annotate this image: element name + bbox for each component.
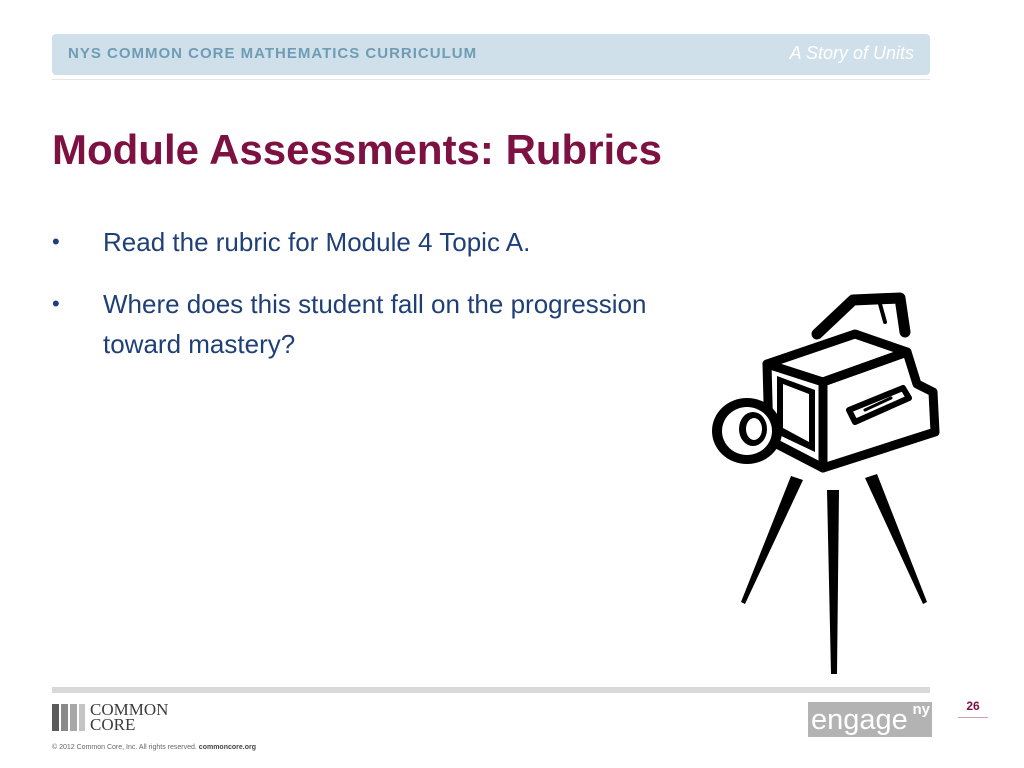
- copyright-text: © 2012 Common Core, Inc. All rights reserved. commoncore.org: [52, 744, 256, 751]
- copyright-link[interactable]: commoncore.org: [198, 744, 256, 751]
- engage-ny-logo: engage ny: [808, 702, 932, 737]
- header-divider: [52, 79, 930, 80]
- bullet-text: Where does this student fall on the progression toward mastery?: [103, 289, 647, 359]
- curriculum-label: NYS COMMON CORE MATHEMATICS CURRICULUM: [68, 45, 478, 62]
- bullet-item: [52, 222, 672, 262]
- footer-divider: [52, 687, 930, 693]
- common-core-logo: [52, 700, 192, 736]
- bullet-dot-icon: •: [52, 291, 60, 316]
- slide-title: Module Assessments: Rubrics: [52, 126, 662, 173]
- video-camera-icon: [705, 292, 940, 677]
- bullet-text: Read the rubric for Module 4 Topic A.: [103, 227, 531, 257]
- logo-text: COMMON CORE: [90, 700, 169, 734]
- story-label: A Story of Units: [789, 43, 914, 63]
- bullet-item: [52, 284, 663, 364]
- bullet-list: [52, 222, 672, 386]
- header-bar: [52, 34, 930, 75]
- page-number: 26: [966, 699, 980, 713]
- bullet-dot-icon: •: [52, 229, 60, 254]
- page-number-underline: [958, 717, 988, 718]
